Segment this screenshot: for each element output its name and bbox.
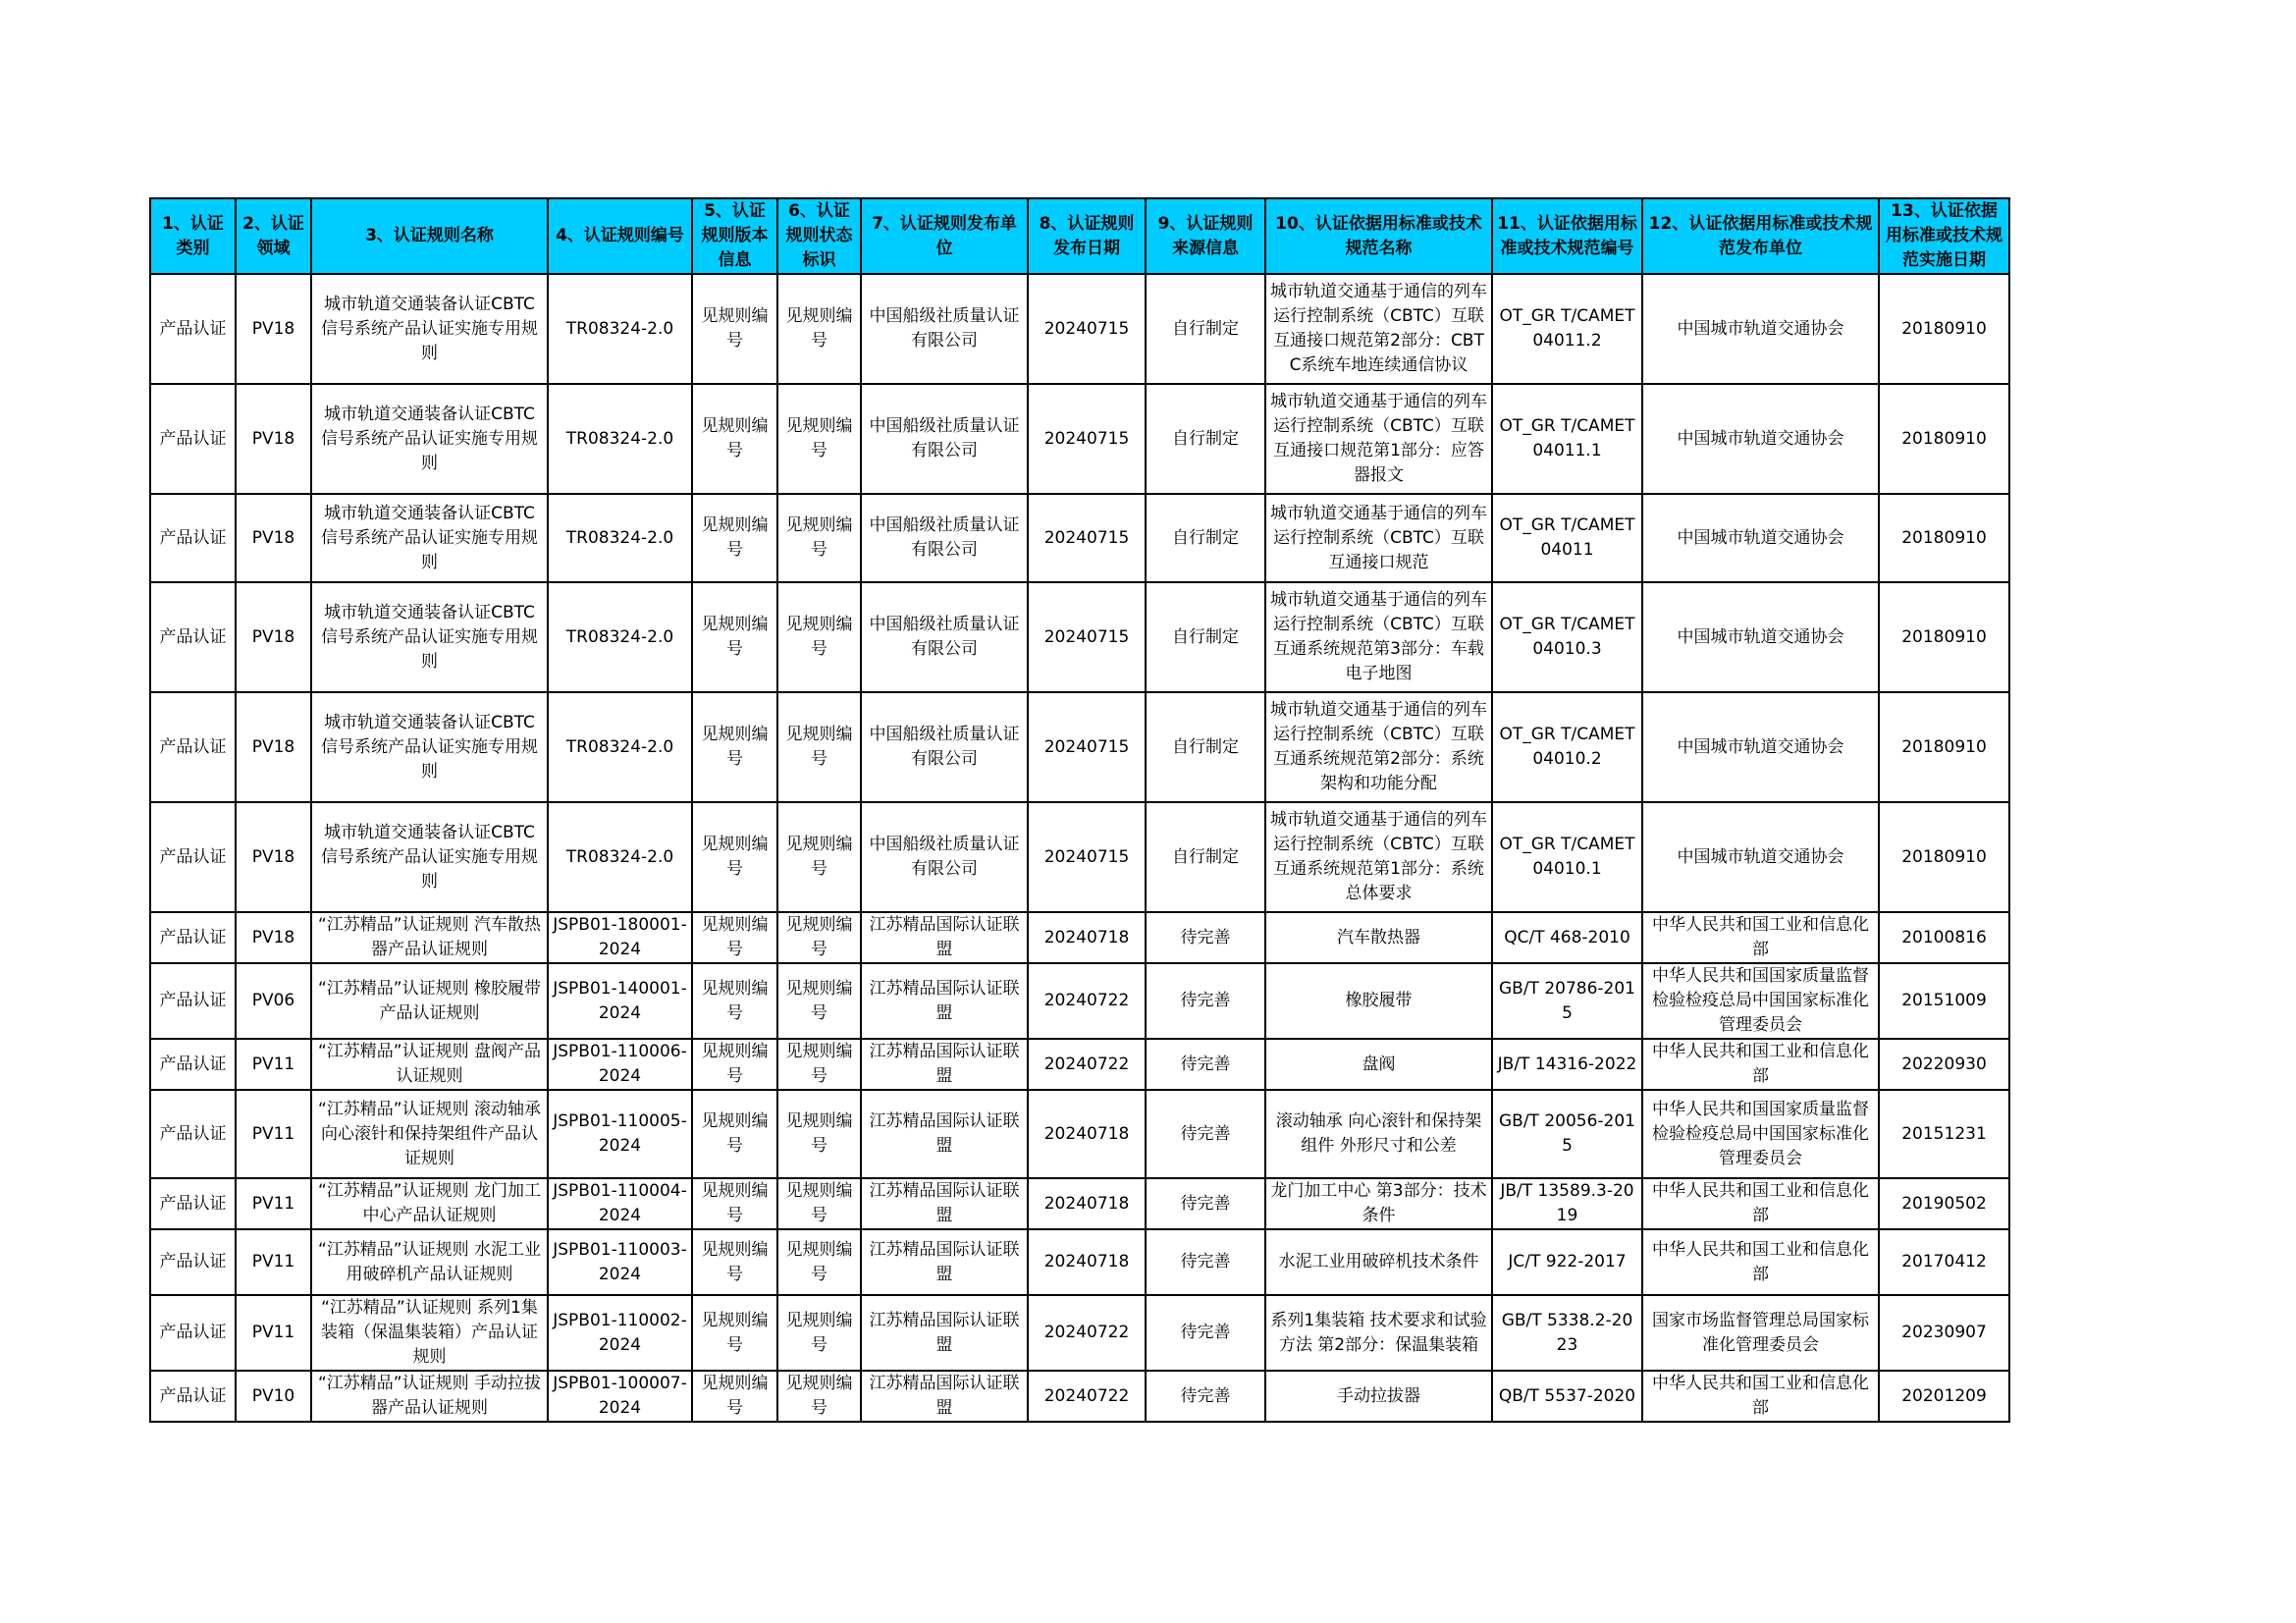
cell-standard-effective-date: 20100816: [1879, 912, 2009, 963]
cell-rule-publisher: 中国船级社质量认证有限公司: [861, 802, 1028, 912]
cell-rule-version: 见规则编号: [692, 1229, 777, 1295]
cell-rule-source: 自行制定: [1146, 692, 1265, 802]
cell-standard-publisher: 中国城市轨道交通协会: [1642, 494, 1879, 582]
cell-rule-number: JSPB01-110004-2024: [548, 1178, 692, 1229]
cell-standard-number: QC/T 468-2010: [1492, 912, 1642, 963]
cell-standard-effective-date: 20170412: [1879, 1229, 2009, 1295]
cell-rule-name: “江苏精品”认证规则 汽车散热器产品认证规则: [311, 912, 548, 963]
cell-rule-version: 见规则编号: [692, 494, 777, 582]
cell-rule-status: 见规则编号: [777, 582, 861, 692]
cell-standard-name: 盘阀: [1265, 1039, 1492, 1090]
cell-cert-category: 产品认证: [150, 692, 236, 802]
cell-standard-publisher: 中华人民共和国工业和信息化部: [1642, 1229, 1879, 1295]
table-row: [150, 1371, 2009, 1422]
cell-rule-version: 见规则编号: [692, 692, 777, 802]
cell-rule-number: JSPB01-100007-2024: [548, 1371, 692, 1422]
cell-standard-name: 水泥工业用破碎机技术条件: [1265, 1229, 1492, 1295]
cell-cert-category: 产品认证: [150, 384, 236, 494]
cell-rule-publish-date: 20240718: [1028, 912, 1146, 963]
cell-rule-source: 自行制定: [1146, 274, 1265, 384]
cell-cert-category: 产品认证: [150, 582, 236, 692]
cell-rule-publisher: 中国船级社质量认证有限公司: [861, 274, 1028, 384]
cell-standard-number: JB/T 14316-2022: [1492, 1039, 1642, 1090]
column-header-cert-category: 1、认证类别: [150, 198, 236, 274]
cell-cert-field: PV18: [236, 692, 311, 802]
table-row: [150, 274, 2009, 384]
table-row: [150, 384, 2009, 494]
cell-rule-status: 见规则编号: [777, 384, 861, 494]
cell-cert-field: PV11: [236, 1295, 311, 1371]
cell-cert-field: PV18: [236, 582, 311, 692]
cell-rule-version: 见规则编号: [692, 1178, 777, 1229]
cell-rule-number: TR08324-2.0: [548, 692, 692, 802]
cell-rule-publish-date: 20240718: [1028, 1178, 1146, 1229]
table-row: [150, 1295, 2009, 1371]
cell-standard-number: OT_GR T/CAMET 04011.1: [1492, 384, 1642, 494]
table-row: [150, 494, 2009, 582]
cell-rule-status: 见规则编号: [777, 1229, 861, 1295]
column-header-rule-name: 3、认证规则名称: [311, 198, 548, 274]
cell-rule-publisher: 江苏精品国际认证联盟: [861, 963, 1028, 1039]
cell-cert-field: PV18: [236, 802, 311, 912]
cell-cert-field: PV18: [236, 494, 311, 582]
cell-standard-number: OT_GR T/CAMET 04010.3: [1492, 582, 1642, 692]
column-header-rule-version: 5、认证规则版本信息: [692, 198, 777, 274]
cell-standard-publisher: 中华人民共和国工业和信息化部: [1642, 912, 1879, 963]
table-row: [150, 963, 2009, 1039]
cell-cert-category: 产品认证: [150, 1039, 236, 1090]
cell-rule-number: JSPB01-110002-2024: [548, 1295, 692, 1371]
cell-standard-publisher: 中华人民共和国国家质量监督检验检疫总局中国国家标准化管理委员会: [1642, 1090, 1879, 1178]
cell-standard-number: QB/T 5537-2020: [1492, 1371, 1642, 1422]
cell-rule-publisher: 江苏精品国际认证联盟: [861, 912, 1028, 963]
cell-standard-effective-date: 20180910: [1879, 802, 2009, 912]
table-row: [150, 582, 2009, 692]
cell-rule-status: 见规则编号: [777, 1371, 861, 1422]
column-header-rule-publisher: 7、认证规则发布单位: [861, 198, 1028, 274]
cell-rule-number: TR08324-2.0: [548, 582, 692, 692]
cell-rule-number: JSPB01-110005-2024: [548, 1090, 692, 1178]
cell-cert-field: PV11: [236, 1090, 311, 1178]
cell-standard-effective-date: 20230907: [1879, 1295, 2009, 1371]
cell-standard-number: GB/T 20786-2015: [1492, 963, 1642, 1039]
cell-rule-publish-date: 20240722: [1028, 1371, 1146, 1422]
column-header-standard-publisher: 12、认证依据用标准或技术规范发布单位: [1642, 198, 1879, 274]
cell-rule-version: 见规则编号: [692, 384, 777, 494]
column-header-rule-number: 4、认证规则编号: [548, 198, 692, 274]
cell-rule-version: 见规则编号: [692, 1295, 777, 1371]
table-row: [150, 692, 2009, 802]
cell-rule-number: TR08324-2.0: [548, 494, 692, 582]
cell-rule-name: “江苏精品”认证规则 水泥工业用破碎机产品认证规则: [311, 1229, 548, 1295]
cell-rule-status: 见规则编号: [777, 802, 861, 912]
cell-standard-name: 汽车散热器: [1265, 912, 1492, 963]
cell-cert-field: PV11: [236, 1039, 311, 1090]
column-header-rule-publish-date: 8、认证规则发布日期: [1028, 198, 1146, 274]
cell-rule-source: 自行制定: [1146, 802, 1265, 912]
cell-rule-publisher: 江苏精品国际认证联盟: [861, 1090, 1028, 1178]
cell-rule-publisher: 江苏精品国际认证联盟: [861, 1371, 1028, 1422]
cell-rule-number: JSPB01-110006-2024: [548, 1039, 692, 1090]
cell-cert-field: PV11: [236, 1178, 311, 1229]
cell-rule-version: 见规则编号: [692, 1090, 777, 1178]
cell-rule-name: 城市轨道交通装备认证CBTC信号系统产品认证实施专用规则: [311, 494, 548, 582]
cell-standard-effective-date: 20201209: [1879, 1371, 2009, 1422]
cell-rule-number: JSPB01-110003-2024: [548, 1229, 692, 1295]
cell-standard-number: OT_GR T/CAMET 04011.2: [1492, 274, 1642, 384]
cell-standard-name: 城市轨道交通基于通信的列车运行控制系统（CBTC）互联互通系统规范第3部分：车载电子地图: [1265, 582, 1492, 692]
cell-cert-category: 产品认证: [150, 963, 236, 1039]
cell-cert-category: 产品认证: [150, 1295, 236, 1371]
cell-standard-effective-date: 20190502: [1879, 1178, 2009, 1229]
cell-standard-name: 城市轨道交通基于通信的列车运行控制系统（CBTC）互联互通接口规范第1部分：应答器报文: [1265, 384, 1492, 494]
cell-rule-publisher: 中国船级社质量认证有限公司: [861, 494, 1028, 582]
cell-standard-effective-date: 20151009: [1879, 963, 2009, 1039]
table-row: [150, 1229, 2009, 1295]
cell-cert-field: PV10: [236, 1371, 311, 1422]
table-row: [150, 1178, 2009, 1229]
cell-rule-source: 自行制定: [1146, 494, 1265, 582]
cell-cert-field: PV18: [236, 912, 311, 963]
cell-standard-publisher: 国家市场监督管理总局国家标准化管理委员会: [1642, 1295, 1879, 1371]
cell-standard-publisher: 中华人民共和国国家质量监督检验检疫总局中国国家标准化管理委员会: [1642, 963, 1879, 1039]
cell-rule-publisher: 江苏精品国际认证联盟: [861, 1039, 1028, 1090]
cell-rule-publisher: 江苏精品国际认证联盟: [861, 1178, 1028, 1229]
cell-standard-name: 城市轨道交通基于通信的列车运行控制系统（CBTC）互联互通系统规范第1部分：系统总体要求: [1265, 802, 1492, 912]
cell-standard-effective-date: 20180910: [1879, 274, 2009, 384]
cell-standard-number: JC/T 922-2017: [1492, 1229, 1642, 1295]
cell-cert-category: 产品认证: [150, 1178, 236, 1229]
cell-rule-name: “江苏精品”认证规则 滚动轴承向心滚针和保持架组件产品认证规则: [311, 1090, 548, 1178]
cell-rule-publisher: 中国船级社质量认证有限公司: [861, 384, 1028, 494]
cell-standard-name: 龙门加工中心 第3部分：技术条件: [1265, 1178, 1492, 1229]
cell-cert-field: PV11: [236, 1229, 311, 1295]
cell-standard-name: 橡胶履带: [1265, 963, 1492, 1039]
cell-rule-publish-date: 20240715: [1028, 582, 1146, 692]
cell-standard-effective-date: 20180910: [1879, 494, 2009, 582]
cell-rule-status: 见规则编号: [777, 274, 861, 384]
cell-standard-publisher: 中华人民共和国工业和信息化部: [1642, 1178, 1879, 1229]
cell-rule-publisher: 中国船级社质量认证有限公司: [861, 582, 1028, 692]
cell-rule-status: 见规则编号: [777, 963, 861, 1039]
cell-rule-version: 见规则编号: [692, 1039, 777, 1090]
cell-rule-number: JSPB01-140001-2024: [548, 963, 692, 1039]
cell-rule-version: 见规则编号: [692, 963, 777, 1039]
cell-rule-name: “江苏精品”认证规则 橡胶履带产品认证规则: [311, 963, 548, 1039]
cell-rule-publisher: 江苏精品国际认证联盟: [861, 1229, 1028, 1295]
cell-cert-category: 产品认证: [150, 1090, 236, 1178]
cell-rule-status: 见规则编号: [777, 1090, 861, 1178]
cell-rule-version: 见规则编号: [692, 912, 777, 963]
cell-standard-effective-date: 20220930: [1879, 1039, 2009, 1090]
cell-rule-source: 待完善: [1146, 912, 1265, 963]
cell-standard-publisher: 中国城市轨道交通协会: [1642, 582, 1879, 692]
cell-rule-publish-date: 20240715: [1028, 692, 1146, 802]
cell-rule-publish-date: 20240718: [1028, 1090, 1146, 1178]
cell-rule-publish-date: 20240715: [1028, 494, 1146, 582]
cell-standard-number: GB/T 20056-2015: [1492, 1090, 1642, 1178]
cell-standard-publisher: 中华人民共和国工业和信息化部: [1642, 1039, 1879, 1090]
column-header-standard-name: 10、认证依据用标准或技术规范名称: [1265, 198, 1492, 274]
cell-rule-version: 见规则编号: [692, 274, 777, 384]
cell-standard-publisher: 中国城市轨道交通协会: [1642, 692, 1879, 802]
cell-standard-number: JB/T 13589.3-2019: [1492, 1178, 1642, 1229]
cell-rule-status: 见规则编号: [777, 494, 861, 582]
certification-rules-table: [149, 197, 2010, 1423]
cell-rule-name: “江苏精品”认证规则 盘阀产品认证规则: [311, 1039, 548, 1090]
cell-rule-source: 自行制定: [1146, 384, 1265, 494]
cell-rule-name: 城市轨道交通装备认证CBTC信号系统产品认证实施专用规则: [311, 802, 548, 912]
cell-standard-effective-date: 20151231: [1879, 1090, 2009, 1178]
cell-standard-name: 系列1集装箱 技术要求和试验方法 第2部分：保温集装箱: [1265, 1295, 1492, 1371]
cell-standard-publisher: 中国城市轨道交通协会: [1642, 384, 1879, 494]
cell-rule-status: 见规则编号: [777, 1039, 861, 1090]
cell-rule-source: 待完善: [1146, 1090, 1265, 1178]
cell-rule-publish-date: 20240715: [1028, 384, 1146, 494]
cell-rule-number: TR08324-2.0: [548, 384, 692, 494]
cell-rule-version: 见规则编号: [692, 582, 777, 692]
cell-cert-category: 产品认证: [150, 494, 236, 582]
cell-rule-publish-date: 20240715: [1028, 802, 1146, 912]
cell-rule-number: JSPB01-180001-2024: [548, 912, 692, 963]
cell-rule-publish-date: 20240722: [1028, 1295, 1146, 1371]
cell-rule-source: 待完善: [1146, 1039, 1265, 1090]
cell-standard-name: 滚动轴承 向心滚针和保持架组件 外形尺寸和公差: [1265, 1090, 1492, 1178]
column-header-standard-number: 11、认证依据用标准或技术规范编号: [1492, 198, 1642, 274]
table-row: [150, 912, 2009, 963]
cell-rule-source: 待完善: [1146, 963, 1265, 1039]
cell-rule-publish-date: 20240722: [1028, 1039, 1146, 1090]
table-row: [150, 802, 2009, 912]
cell-standard-publisher: 中华人民共和国工业和信息化部: [1642, 1371, 1879, 1422]
cell-cert-category: 产品认证: [150, 1371, 236, 1422]
cell-standard-name: 城市轨道交通基于通信的列车运行控制系统（CBTC）互联互通系统规范第2部分：系统架构和功能分配: [1265, 692, 1492, 802]
cell-standard-effective-date: 20180910: [1879, 692, 2009, 802]
cell-rule-version: 见规则编号: [692, 802, 777, 912]
cell-rule-status: 见规则编号: [777, 1178, 861, 1229]
cell-rule-name: 城市轨道交通装备认证CBTC信号系统产品认证实施专用规则: [311, 384, 548, 494]
cell-rule-status: 见规则编号: [777, 1295, 861, 1371]
cell-standard-effective-date: 20180910: [1879, 384, 2009, 494]
cell-standard-name: 城市轨道交通基于通信的列车运行控制系统（CBTC）互联互通接口规范: [1265, 494, 1492, 582]
column-header-standard-effective-date: 13、认证依据用标准或技术规范实施日期: [1879, 198, 2009, 274]
cell-standard-effective-date: 20180910: [1879, 582, 2009, 692]
cell-cert-field: PV18: [236, 274, 311, 384]
cell-rule-source: 待完善: [1146, 1295, 1265, 1371]
cell-rule-name: “江苏精品”认证规则 系列1集装箱（保温集装箱）产品认证规则: [311, 1295, 548, 1371]
column-header-rule-status: 6、认证规则状态标识: [777, 198, 861, 274]
cell-cert-category: 产品认证: [150, 912, 236, 963]
cell-rule-source: 自行制定: [1146, 582, 1265, 692]
column-header-rule-source: 9、认证规则来源信息: [1146, 198, 1265, 274]
header-row: [150, 198, 2009, 274]
cell-standard-name: 城市轨道交通基于通信的列车运行控制系统（CBTC）互联互通接口规范第2部分：CBTC系统车地连续通信协议: [1265, 274, 1492, 384]
cell-standard-publisher: 中国城市轨道交通协会: [1642, 802, 1879, 912]
cell-rule-publish-date: 20240722: [1028, 963, 1146, 1039]
column-header-cert-field: 2、认证领域: [236, 198, 311, 274]
cell-rule-publish-date: 20240715: [1028, 274, 1146, 384]
cell-rule-version: 见规则编号: [692, 1371, 777, 1422]
cell-standard-number: GB/T 5338.2-2023: [1492, 1295, 1642, 1371]
table-row: [150, 1039, 2009, 1090]
cell-rule-status: 见规则编号: [777, 912, 861, 963]
cell-rule-publisher: 中国船级社质量认证有限公司: [861, 692, 1028, 802]
cell-cert-category: 产品认证: [150, 1229, 236, 1295]
cell-rule-source: 待完善: [1146, 1178, 1265, 1229]
cell-standard-publisher: 中国城市轨道交通协会: [1642, 274, 1879, 384]
cell-rule-status: 见规则编号: [777, 692, 861, 802]
cell-cert-category: 产品认证: [150, 274, 236, 384]
cell-rule-publish-date: 20240718: [1028, 1229, 1146, 1295]
cell-standard-number: OT_GR T/CAMET 04010.1: [1492, 802, 1642, 912]
cell-standard-name: 手动拉拔器: [1265, 1371, 1492, 1422]
cell-rule-name: 城市轨道交通装备认证CBTC信号系统产品认证实施专用规则: [311, 274, 548, 384]
cell-rule-name: 城市轨道交通装备认证CBTC信号系统产品认证实施专用规则: [311, 692, 548, 802]
cell-rule-publisher: 江苏精品国际认证联盟: [861, 1295, 1028, 1371]
cell-standard-number: OT_GR T/CAMET 04010.2: [1492, 692, 1642, 802]
cell-rule-number: TR08324-2.0: [548, 274, 692, 384]
cell-cert-field: PV18: [236, 384, 311, 494]
table-row: [150, 1090, 2009, 1178]
cell-rule-name: 城市轨道交通装备认证CBTC信号系统产品认证实施专用规则: [311, 582, 548, 692]
cell-cert-field: PV06: [236, 963, 311, 1039]
cell-rule-name: “江苏精品”认证规则 手动拉拔器产品认证规则: [311, 1371, 548, 1422]
cell-cert-category: 产品认证: [150, 802, 236, 912]
cell-rule-source: 待完善: [1146, 1229, 1265, 1295]
cell-standard-number: OT_GR T/CAMET 04011: [1492, 494, 1642, 582]
cell-rule-source: 待完善: [1146, 1371, 1265, 1422]
cell-rule-number: TR08324-2.0: [548, 802, 692, 912]
cell-rule-name: “江苏精品”认证规则 龙门加工中心产品认证规则: [311, 1178, 548, 1229]
